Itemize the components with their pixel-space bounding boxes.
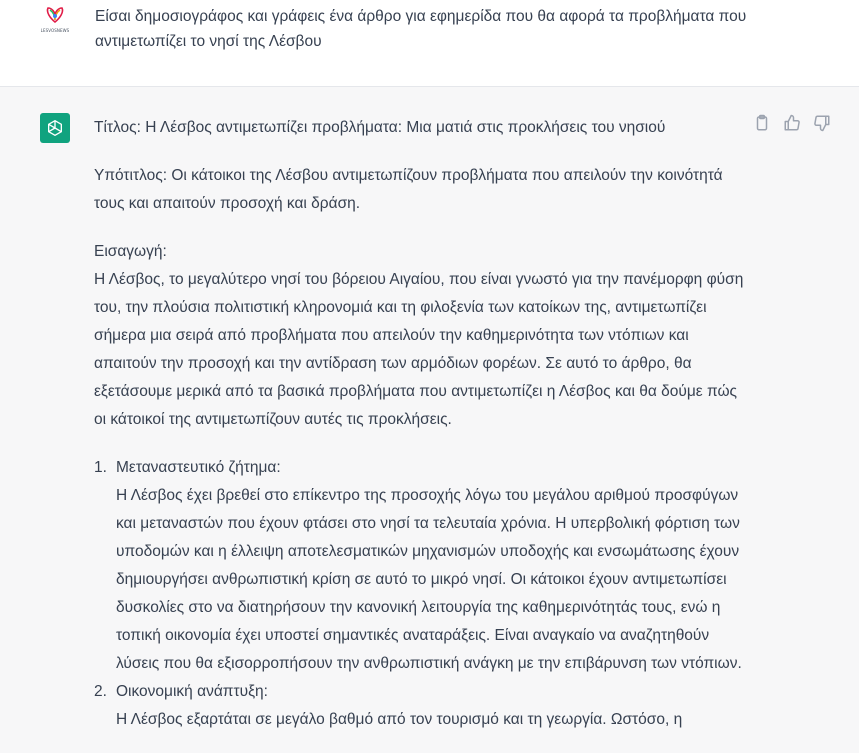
article-intro (94, 238, 744, 434)
list-item-number: 2. (94, 683, 107, 700)
lesvosnews-logo-icon (40, 4, 70, 28)
article-subtitle: Υπότιτλος: Οι κάτοικοι της Λέσβου αντιμετωπίζουν προβλήματα που απειλούν την κοινότητά τους και απαιτούν προσοχή και δράση. (94, 167, 723, 212)
logo-caption: LESVOSNEWS (40, 28, 70, 33)
thumbs-down-icon (813, 114, 831, 132)
message-actions (753, 114, 831, 132)
issues-list (94, 454, 744, 734)
intro-text: Η Λέσβος, το μεγαλύτερο νησί του βόρειου Αιγαίου, που είναι γνωστό για την πανέμορφη φύση του, την πλούσια πολιτιστική κληρονομιά και τη φιλοξενία των κατοίκων της, αντιμετωπίζει σήμερα μια σειρά από προβλήματα που απειλούν την καθημερινότητα των ντόπιων και απαιτούν την προσοχή και την αντίδραση των αρμόδιων φορέων. Σε αυτό το άρθρο, θα εξετάσουμε μερικά από τα βασικά προβλήματα που αντιμετωπίζει η Λέσβος και θα δούμε πώς οι κάτοικοί της αντιμετωπίζουν αυτές τις προκλήσεις. (94, 271, 744, 428)
like-button[interactable] (783, 114, 801, 132)
copy-button[interactable] (753, 114, 771, 132)
list-item-text: Η Λέσβος εξαρτάται σε μεγάλο βαθμό από τον τουρισμό και τη γεωργία. Ωστόσο, η (116, 711, 683, 728)
list-item-heading: Οικονομική ανάπτυξη: (116, 683, 268, 700)
list-item (94, 678, 744, 734)
thumbs-up-icon (783, 114, 801, 132)
article-title: Τίτλος: Η Λέσβος αντιμετωπίζει προβλήματα: Μια ματιά στις προκλήσεις του νησιού (94, 119, 666, 136)
openai-logo-icon (45, 118, 65, 138)
list-item-heading: Μεταναστευτικό ζήτημα: (116, 459, 281, 476)
list-item-number: 1. (94, 459, 107, 476)
assistant-avatar (40, 113, 70, 143)
user-message-text: Είσαι δημοσιογράφος και γράφεις ένα άρθρο για εφημερίδα που θα αφορά τα προβλήματα που αντιμετωπίζει το νησί της Λέσβου (95, 8, 747, 50)
dislike-button[interactable] (813, 114, 831, 132)
intro-heading: Εισαγωγή: (94, 243, 167, 260)
user-avatar (40, 4, 70, 34)
clipboard-icon (753, 114, 771, 132)
list-item-text: Η Λέσβος έχει βρεθεί στο επίκεντρο της προσοχής λόγω του μεγάλου αριθμού προσφύγων και μεταναστών που έχουν φτάσει στο νησί τα τελευταία χρόνια. Η υπερβολική φόρτιση των υποδομών και η έλλειψη αποτελεσματικών μηχανισμών υποδοχής και ενσωμάτωσης έχουν δημιουργήσει ανθρωπιστική κρίση σε αυτό το μικρό νησί. Οι κάτοικοι έχουν αντιμετωπίσει δυσκολίες στο να διατηρήσουν την κανονική λειτουργία της καθημερινότητάς τους, ενώ η τοπική οικονομία έχει υποστεί σημαντικές αναταράξεις. Είναι αναγκαίο να αναζητηθούν λύσεις που θα εξισορροπήσουν την ανθρωπιστική ανάγκη με την επιβάρυνση των ντόπιων. (116, 487, 742, 672)
assistant-message-row (0, 87, 859, 753)
list-item (94, 454, 744, 678)
user-message-row (0, 0, 859, 87)
assistant-message-content (94, 114, 744, 734)
